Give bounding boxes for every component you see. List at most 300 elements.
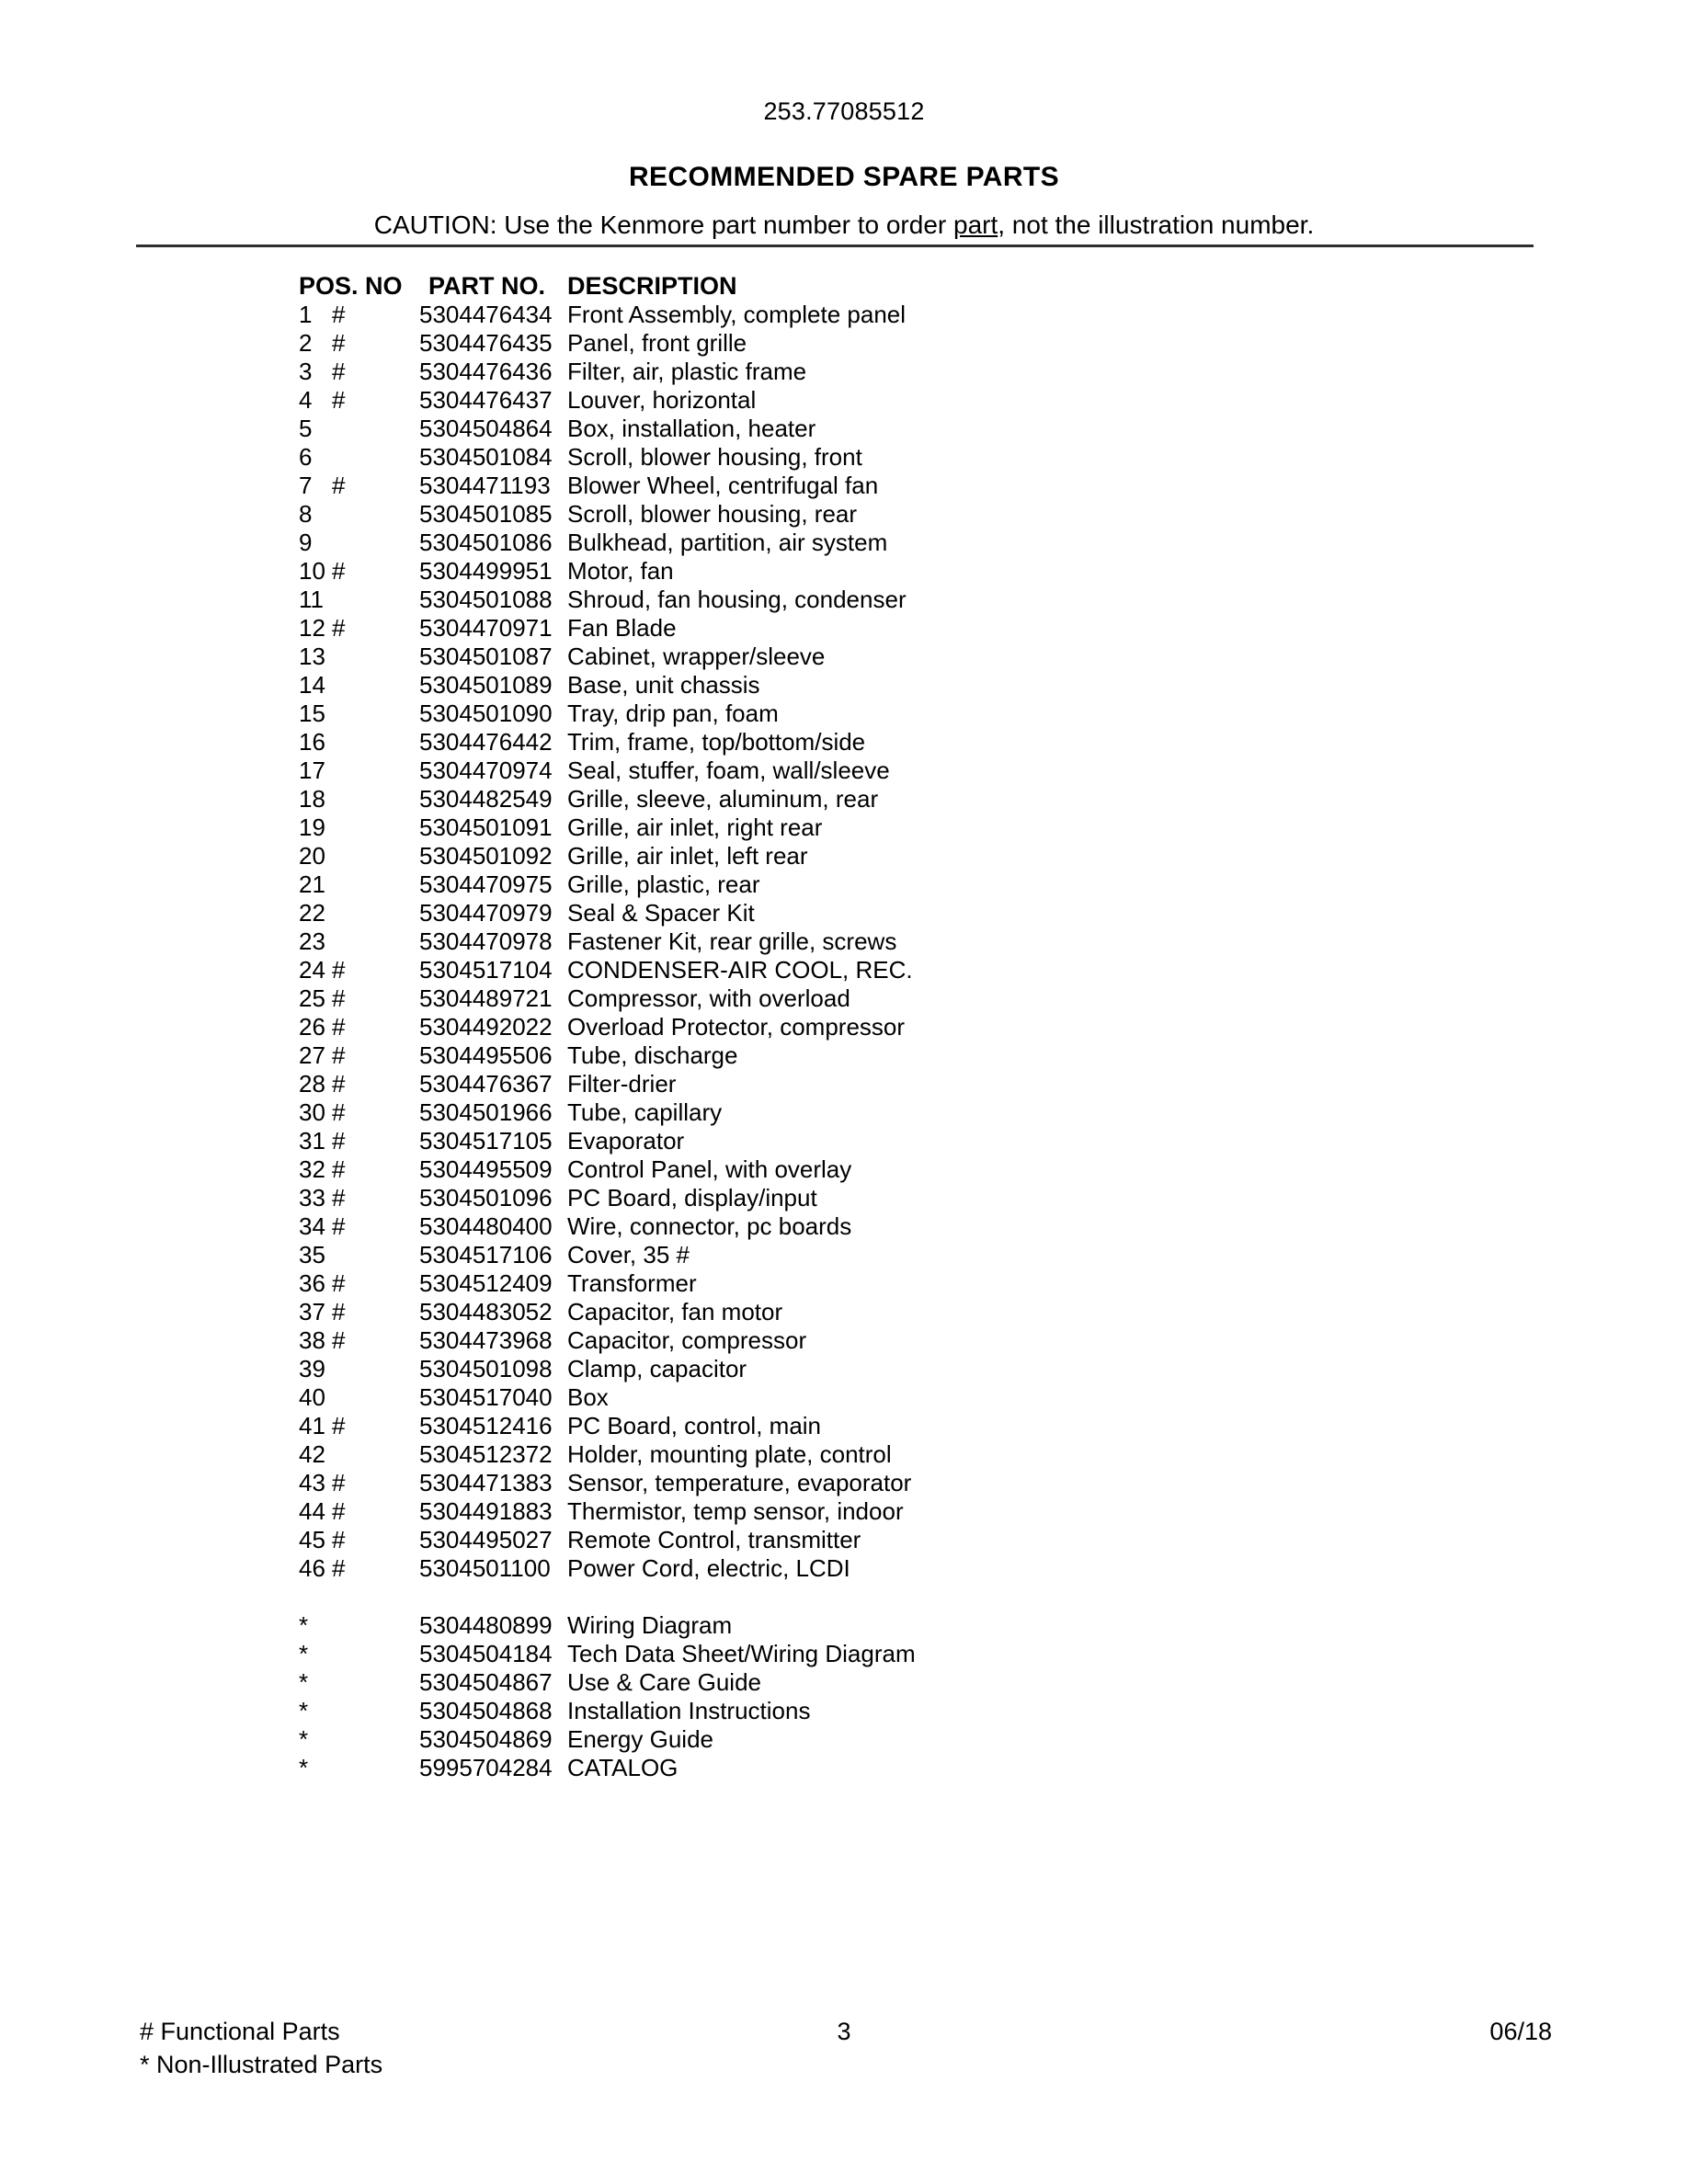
pos-number: 31 xyxy=(299,1127,325,1155)
table-row xyxy=(0,643,1688,671)
cell-pos-no xyxy=(299,1155,409,1184)
cell-pos-no xyxy=(299,785,409,813)
cell-description: Energy Guide xyxy=(567,1725,713,1753)
cell-pos-no xyxy=(299,984,409,1013)
cell-pos-no xyxy=(299,415,409,443)
cell-description: Holder, mounting plate, control xyxy=(567,1440,892,1468)
pos-number: 33 xyxy=(299,1184,325,1211)
pos-number: 46 xyxy=(299,1554,325,1582)
functional-part-marker: # xyxy=(332,1554,346,1582)
cell-part-no: 5304470979 xyxy=(419,899,553,927)
table-row xyxy=(0,1383,1688,1412)
cell-part-no: 5304501966 xyxy=(419,1098,553,1126)
cell-pos-no xyxy=(299,1469,409,1497)
cell-pos-no xyxy=(299,1611,409,1640)
table-row xyxy=(0,529,1688,557)
cell-pos-no xyxy=(299,756,409,785)
cell-part-no: 5304512409 xyxy=(419,1269,553,1297)
cell-part-no: 5304473968 xyxy=(419,1326,553,1354)
cell-description: Transformer xyxy=(567,1269,697,1297)
cell-pos-no xyxy=(299,956,409,984)
pos-number: * xyxy=(299,1754,309,1781)
pos-number: 30 xyxy=(299,1098,325,1126)
pos-number: 22 xyxy=(299,899,325,927)
cell-pos-no xyxy=(299,927,409,956)
cell-part-no: 5304470975 xyxy=(419,870,553,898)
cell-description: Seal & Spacer Kit xyxy=(567,899,755,927)
table-row xyxy=(0,956,1688,984)
cell-part-no: 5304470974 xyxy=(419,756,553,784)
functional-part-marker: # xyxy=(332,1326,346,1354)
cell-part-no: 5304501084 xyxy=(419,443,553,471)
table-row xyxy=(0,1070,1688,1098)
cell-part-no: 5304476367 xyxy=(419,1070,553,1098)
table-row xyxy=(0,301,1688,329)
functional-part-marker: # xyxy=(332,1070,346,1098)
table-row xyxy=(0,1184,1688,1212)
pos-number: 18 xyxy=(299,785,325,813)
pos-number: 39 xyxy=(299,1355,325,1382)
pos-number: * xyxy=(299,1668,309,1696)
cell-description: Grille, plastic, rear xyxy=(567,870,760,898)
cell-description: Grille, sleeve, aluminum, rear xyxy=(567,785,879,813)
cell-part-no: 5304504864 xyxy=(419,415,553,442)
cell-description: Fastener Kit, rear grille, screws xyxy=(567,927,897,955)
pos-number: 10 xyxy=(299,557,325,585)
cell-description: Sensor, temperature, evaporator xyxy=(567,1469,912,1496)
cell-part-no: 5304501087 xyxy=(419,643,553,670)
table-row xyxy=(0,671,1688,700)
cell-description: Wire, connector, pc boards xyxy=(567,1212,852,1240)
cell-pos-no xyxy=(299,671,409,700)
cell-part-no: 5304501088 xyxy=(419,586,553,613)
caution-underlined-word: part xyxy=(953,210,998,239)
functional-part-marker: # xyxy=(332,1184,346,1211)
table-row xyxy=(0,1326,1688,1355)
pos-number: 15 xyxy=(299,700,325,727)
cell-description: Scroll, blower housing, front xyxy=(567,443,862,471)
functional-part-marker: # xyxy=(332,329,346,357)
cell-part-no: 5304476442 xyxy=(419,728,553,756)
cell-description: Grille, air inlet, left rear xyxy=(567,842,808,870)
cell-pos-no xyxy=(299,586,409,614)
pos-number: 34 xyxy=(299,1212,325,1240)
cell-pos-no xyxy=(299,500,409,529)
cell-description: Bulkhead, partition, air system xyxy=(567,529,888,556)
cell-part-no: 5304501091 xyxy=(419,813,553,841)
model-number: 253.77085512 xyxy=(763,97,925,125)
table-section-spacer xyxy=(0,1583,1688,1611)
cell-pos-no xyxy=(299,1754,409,1782)
cell-pos-no xyxy=(299,1725,409,1754)
pos-number: 36 xyxy=(299,1269,325,1297)
pos-number: 35 xyxy=(299,1241,325,1268)
table-header-row xyxy=(0,272,1688,301)
functional-part-marker: # xyxy=(332,472,346,499)
cell-description: Filter, air, plastic frame xyxy=(567,358,807,385)
cell-part-no: 5304470978 xyxy=(419,927,553,955)
cell-pos-no xyxy=(299,1041,409,1070)
cell-pos-no xyxy=(299,1241,409,1269)
table-row xyxy=(0,984,1688,1013)
cell-part-no: 5304470971 xyxy=(419,614,553,642)
cell-description: Thermistor, temp sensor, indoor xyxy=(567,1497,904,1525)
table-row xyxy=(0,1668,1688,1697)
cell-part-no: 5304501100 xyxy=(419,1554,551,1582)
cell-part-no: 5304512416 xyxy=(419,1412,553,1439)
table-row xyxy=(0,1554,1688,1583)
cell-pos-no xyxy=(299,301,409,329)
header-divider xyxy=(136,245,1534,247)
pos-number: * xyxy=(299,1640,309,1667)
functional-part-marker: # xyxy=(332,1526,346,1553)
table-row xyxy=(0,1269,1688,1298)
pos-number: 32 xyxy=(299,1155,325,1183)
pos-number: 11 xyxy=(299,586,324,613)
functional-part-marker: # xyxy=(332,956,346,984)
cell-description: Capacitor, compressor xyxy=(567,1326,807,1354)
cell-description: Tech Data Sheet/Wiring Diagram xyxy=(567,1640,916,1667)
cell-description: Louver, horizontal xyxy=(567,386,757,414)
table-row xyxy=(0,1640,1688,1668)
pos-number: 9 xyxy=(299,529,313,556)
cell-part-no: 5304517105 xyxy=(419,1127,553,1155)
table-body-non-illustrated xyxy=(0,1611,1688,1782)
cell-description: Base, unit chassis xyxy=(567,671,760,699)
cell-description: Tube, capillary xyxy=(567,1098,723,1126)
cell-description: CONDENSER-AIR COOL, REC. xyxy=(567,956,913,984)
pos-number: 3 xyxy=(299,358,313,385)
pos-number: 42 xyxy=(299,1440,325,1468)
functional-part-marker: # xyxy=(332,1013,346,1041)
cell-part-no: 5304476436 xyxy=(419,358,553,385)
legend-functional-parts: # Functional Parts xyxy=(140,2018,340,2045)
table-row xyxy=(0,386,1688,415)
functional-part-marker: # xyxy=(332,1127,346,1155)
table-row xyxy=(0,1041,1688,1070)
cell-description: Panel, front grille xyxy=(567,329,747,357)
pos-number: 1 xyxy=(299,301,313,328)
cell-description: Scroll, blower housing, rear xyxy=(567,500,858,528)
pos-number: 21 xyxy=(299,870,325,898)
pos-number: 25 xyxy=(299,984,325,1012)
cell-description: Wiring Diagram xyxy=(567,1611,733,1639)
table-row xyxy=(0,329,1688,358)
cell-part-no: 5304501086 xyxy=(419,529,553,556)
cell-description: Evaporator xyxy=(567,1127,685,1155)
cell-pos-no xyxy=(299,813,409,842)
cell-pos-no xyxy=(299,1298,409,1326)
cell-part-no: 5304504184 xyxy=(419,1640,553,1667)
cell-pos-no xyxy=(299,842,409,870)
cell-description: Shroud, fan housing, condenser xyxy=(567,586,907,613)
functional-part-marker: # xyxy=(332,1098,346,1126)
page-number: 3 xyxy=(837,2018,851,2045)
pos-number: 6 xyxy=(299,443,313,471)
table-body xyxy=(0,301,1688,1583)
cell-part-no: 5304495506 xyxy=(419,1041,553,1069)
functional-part-marker: # xyxy=(332,301,346,328)
table-row xyxy=(0,1298,1688,1326)
cell-pos-no xyxy=(299,614,409,643)
cell-part-no: 5304501085 xyxy=(419,500,553,528)
cell-description: Clamp, capacitor xyxy=(567,1355,747,1382)
pos-number: 28 xyxy=(299,1070,325,1098)
pos-number: 2 xyxy=(299,329,313,357)
cell-pos-no xyxy=(299,899,409,927)
revision-date: 06/18 xyxy=(1489,2018,1552,2045)
cell-part-no: 5304504867 xyxy=(419,1668,553,1696)
pos-number: 7 xyxy=(299,472,313,499)
pos-number: 16 xyxy=(299,728,325,756)
table-row xyxy=(0,557,1688,586)
table-row xyxy=(0,1697,1688,1725)
cell-pos-no xyxy=(299,1326,409,1355)
cell-description: Tray, drip pan, foam xyxy=(567,700,779,727)
table-row xyxy=(0,586,1688,614)
pos-number: 4 xyxy=(299,386,313,414)
pos-number: 45 xyxy=(299,1526,325,1553)
functional-part-marker: # xyxy=(332,1212,346,1240)
cell-description: Control Panel, with overlay xyxy=(567,1155,852,1183)
cell-part-no: 5304491883 xyxy=(419,1497,553,1525)
caution-prefix-text: CAUTION: Use the Kenmore part number to order xyxy=(373,210,953,239)
cell-part-no: 5304517106 xyxy=(419,1241,553,1268)
functional-part-marker: # xyxy=(332,1412,346,1439)
table-row xyxy=(0,1497,1688,1526)
functional-part-marker: # xyxy=(332,1497,346,1525)
cell-part-no: 5304495509 xyxy=(419,1155,553,1183)
cell-pos-no xyxy=(299,1184,409,1212)
cell-description: Seal, stuffer, foam, wall/sleeve xyxy=(567,756,890,784)
table-row xyxy=(0,813,1688,842)
pos-number: 17 xyxy=(299,756,325,784)
cell-description: Use & Care Guide xyxy=(567,1668,761,1696)
table-row xyxy=(0,1212,1688,1241)
cell-pos-no xyxy=(299,529,409,557)
cell-description: Front Assembly, complete panel xyxy=(567,301,907,328)
cell-part-no: 5304471193 xyxy=(419,472,551,499)
table-row xyxy=(0,415,1688,443)
pos-number: 8 xyxy=(299,500,313,528)
cell-part-no: 5304501089 xyxy=(419,671,553,699)
pos-number: * xyxy=(299,1697,309,1724)
functional-part-marker: # xyxy=(332,984,346,1012)
cell-description: Capacitor, fan motor xyxy=(567,1298,783,1325)
pos-number: * xyxy=(299,1611,309,1639)
pos-number: 27 xyxy=(299,1041,325,1069)
cell-pos-no xyxy=(299,1526,409,1554)
table-row xyxy=(0,1526,1688,1554)
table-row xyxy=(0,1469,1688,1497)
cell-part-no: 5304501096 xyxy=(419,1184,553,1211)
cell-pos-no xyxy=(299,1269,409,1298)
cell-pos-no xyxy=(299,1013,409,1041)
cell-description: Grille, air inlet, right rear xyxy=(567,813,823,841)
table-row xyxy=(0,614,1688,643)
cell-description: Remote Control, transmitter xyxy=(567,1526,861,1553)
cell-pos-no xyxy=(299,1668,409,1697)
cell-part-no: 5304501090 xyxy=(419,700,553,727)
cell-part-no: 5304501092 xyxy=(419,842,553,870)
table-row xyxy=(0,1013,1688,1041)
cell-description: Trim, frame, top/bottom/side xyxy=(567,728,866,756)
table-row xyxy=(0,842,1688,870)
cell-description: Cabinet, wrapper/sleeve xyxy=(567,643,826,670)
cell-part-no: 5304476434 xyxy=(419,301,553,328)
cell-description: Power Cord, electric, LCDI xyxy=(567,1554,850,1582)
cell-part-no: 5304504869 xyxy=(419,1725,553,1753)
cell-description: PC Board, display/input xyxy=(567,1184,817,1211)
functional-part-marker: # xyxy=(332,1041,346,1069)
cell-part-no: 5304483052 xyxy=(419,1298,553,1325)
pos-number: * xyxy=(299,1725,309,1753)
cell-description: Motor, fan xyxy=(567,557,674,585)
pos-number: 38 xyxy=(299,1326,325,1354)
pos-number: 43 xyxy=(299,1469,325,1496)
table-row xyxy=(0,1412,1688,1440)
cell-part-no: 5304489721 xyxy=(419,984,553,1012)
functional-part-marker: # xyxy=(332,1155,346,1183)
cell-description: Filter-drier xyxy=(567,1070,677,1098)
table-row xyxy=(0,870,1688,899)
pos-number: 12 xyxy=(299,614,325,642)
table-row xyxy=(0,785,1688,813)
pos-number: 5 xyxy=(299,415,313,442)
cell-part-no: 5304482549 xyxy=(419,785,553,813)
cell-part-no: 5304476437 xyxy=(419,386,553,414)
cell-description: Installation Instructions xyxy=(567,1697,811,1724)
cell-pos-no xyxy=(299,870,409,899)
table-row xyxy=(0,1155,1688,1184)
cell-pos-no xyxy=(299,1640,409,1668)
functional-part-marker: # xyxy=(332,386,346,414)
column-header-part-no: PART NO. xyxy=(428,272,545,300)
pos-number: 14 xyxy=(299,671,325,699)
cell-pos-no xyxy=(299,1697,409,1725)
cell-description: Blower Wheel, centrifugal fan xyxy=(567,472,879,499)
cell-description: CATALOG xyxy=(567,1754,679,1781)
cell-pos-no xyxy=(299,643,409,671)
cell-description: Fan Blade xyxy=(567,614,677,642)
cell-part-no: 5304480899 xyxy=(419,1611,553,1639)
table-row xyxy=(0,899,1688,927)
pos-number: 40 xyxy=(299,1383,325,1411)
caution-suffix-text: , not the illustration number. xyxy=(998,210,1315,239)
functional-part-marker: # xyxy=(332,614,346,642)
table-row xyxy=(0,1611,1688,1640)
cell-part-no: 5304480400 xyxy=(419,1212,553,1240)
cell-pos-no xyxy=(299,472,409,500)
cell-pos-no xyxy=(299,358,409,386)
cell-part-no: 5304512372 xyxy=(419,1440,553,1468)
page-title: RECOMMENDED SPARE PARTS xyxy=(628,162,1060,192)
cell-part-no: 5304476435 xyxy=(419,329,553,357)
cell-part-no: 5304499951 xyxy=(419,557,553,585)
functional-part-marker: # xyxy=(332,557,346,585)
column-header-pos-no: POS. NO xyxy=(299,272,403,300)
table-row xyxy=(0,1440,1688,1469)
cell-part-no: 5304495027 xyxy=(419,1526,553,1553)
cell-pos-no xyxy=(299,329,409,358)
cell-description: Box xyxy=(567,1383,609,1411)
cell-pos-no xyxy=(299,700,409,728)
pos-number: 13 xyxy=(299,643,325,670)
cell-pos-no xyxy=(299,386,409,415)
cell-part-no: 5304471383 xyxy=(419,1469,553,1496)
cell-part-no: 5995704284 xyxy=(419,1754,553,1781)
table-row xyxy=(0,358,1688,386)
functional-part-marker: # xyxy=(332,1269,346,1297)
table-row xyxy=(0,728,1688,756)
cell-pos-no xyxy=(299,1098,409,1127)
cell-description: PC Board, control, main xyxy=(567,1412,822,1439)
legend-non-illustrated-parts: * Non-Illustrated Parts xyxy=(140,2051,383,2078)
table-row xyxy=(0,756,1688,785)
cell-description: Compressor, with overload xyxy=(567,984,850,1012)
pos-number: 23 xyxy=(299,927,325,955)
table-row xyxy=(0,443,1688,472)
cell-pos-no xyxy=(299,1070,409,1098)
functional-part-marker: # xyxy=(332,1298,346,1325)
cell-pos-no xyxy=(299,557,409,586)
cell-pos-no xyxy=(299,1127,409,1155)
cell-part-no: 5304517040 xyxy=(419,1383,553,1411)
cell-pos-no xyxy=(299,1212,409,1241)
table-row xyxy=(0,500,1688,529)
table-row xyxy=(0,1355,1688,1383)
table-row xyxy=(0,1241,1688,1269)
cell-part-no: 5304517104 xyxy=(419,956,553,984)
table-row xyxy=(0,1127,1688,1155)
functional-part-marker: # xyxy=(332,1469,346,1496)
pos-number: 41 xyxy=(299,1412,325,1439)
pos-number: 26 xyxy=(299,1013,325,1041)
cell-pos-no xyxy=(299,1440,409,1469)
spare-parts-table xyxy=(0,272,1688,1782)
cell-part-no: 5304504868 xyxy=(419,1697,553,1724)
cell-part-no: 5304501098 xyxy=(419,1355,553,1382)
cell-pos-no xyxy=(299,1355,409,1383)
functional-part-marker: # xyxy=(332,358,346,385)
cell-pos-no xyxy=(299,1554,409,1583)
table-row xyxy=(0,472,1688,500)
cell-pos-no xyxy=(299,1412,409,1440)
cell-description: Overload Protector, compressor xyxy=(567,1013,906,1041)
page-footer xyxy=(0,2015,1688,2116)
caution-note xyxy=(0,210,1688,240)
pos-number: 37 xyxy=(299,1298,325,1325)
cell-description: Box, installation, heater xyxy=(567,415,816,442)
cell-description: Cover, 35 # xyxy=(567,1241,690,1268)
cell-pos-no xyxy=(299,1497,409,1526)
cell-description: Tube, discharge xyxy=(567,1041,738,1069)
pos-number: 44 xyxy=(299,1497,325,1525)
pos-number: 24 xyxy=(299,956,325,984)
cell-part-no: 5304492022 xyxy=(419,1013,553,1041)
cell-pos-no xyxy=(299,728,409,756)
table-row xyxy=(0,1098,1688,1127)
column-header-description: DESCRIPTION xyxy=(567,272,737,300)
pos-number: 19 xyxy=(299,813,325,841)
table-row xyxy=(0,700,1688,728)
cell-pos-no xyxy=(299,1383,409,1412)
pos-number: 20 xyxy=(299,842,325,870)
table-row xyxy=(0,927,1688,956)
table-row xyxy=(0,1754,1688,1782)
cell-pos-no xyxy=(299,443,409,472)
table-row xyxy=(0,1725,1688,1754)
